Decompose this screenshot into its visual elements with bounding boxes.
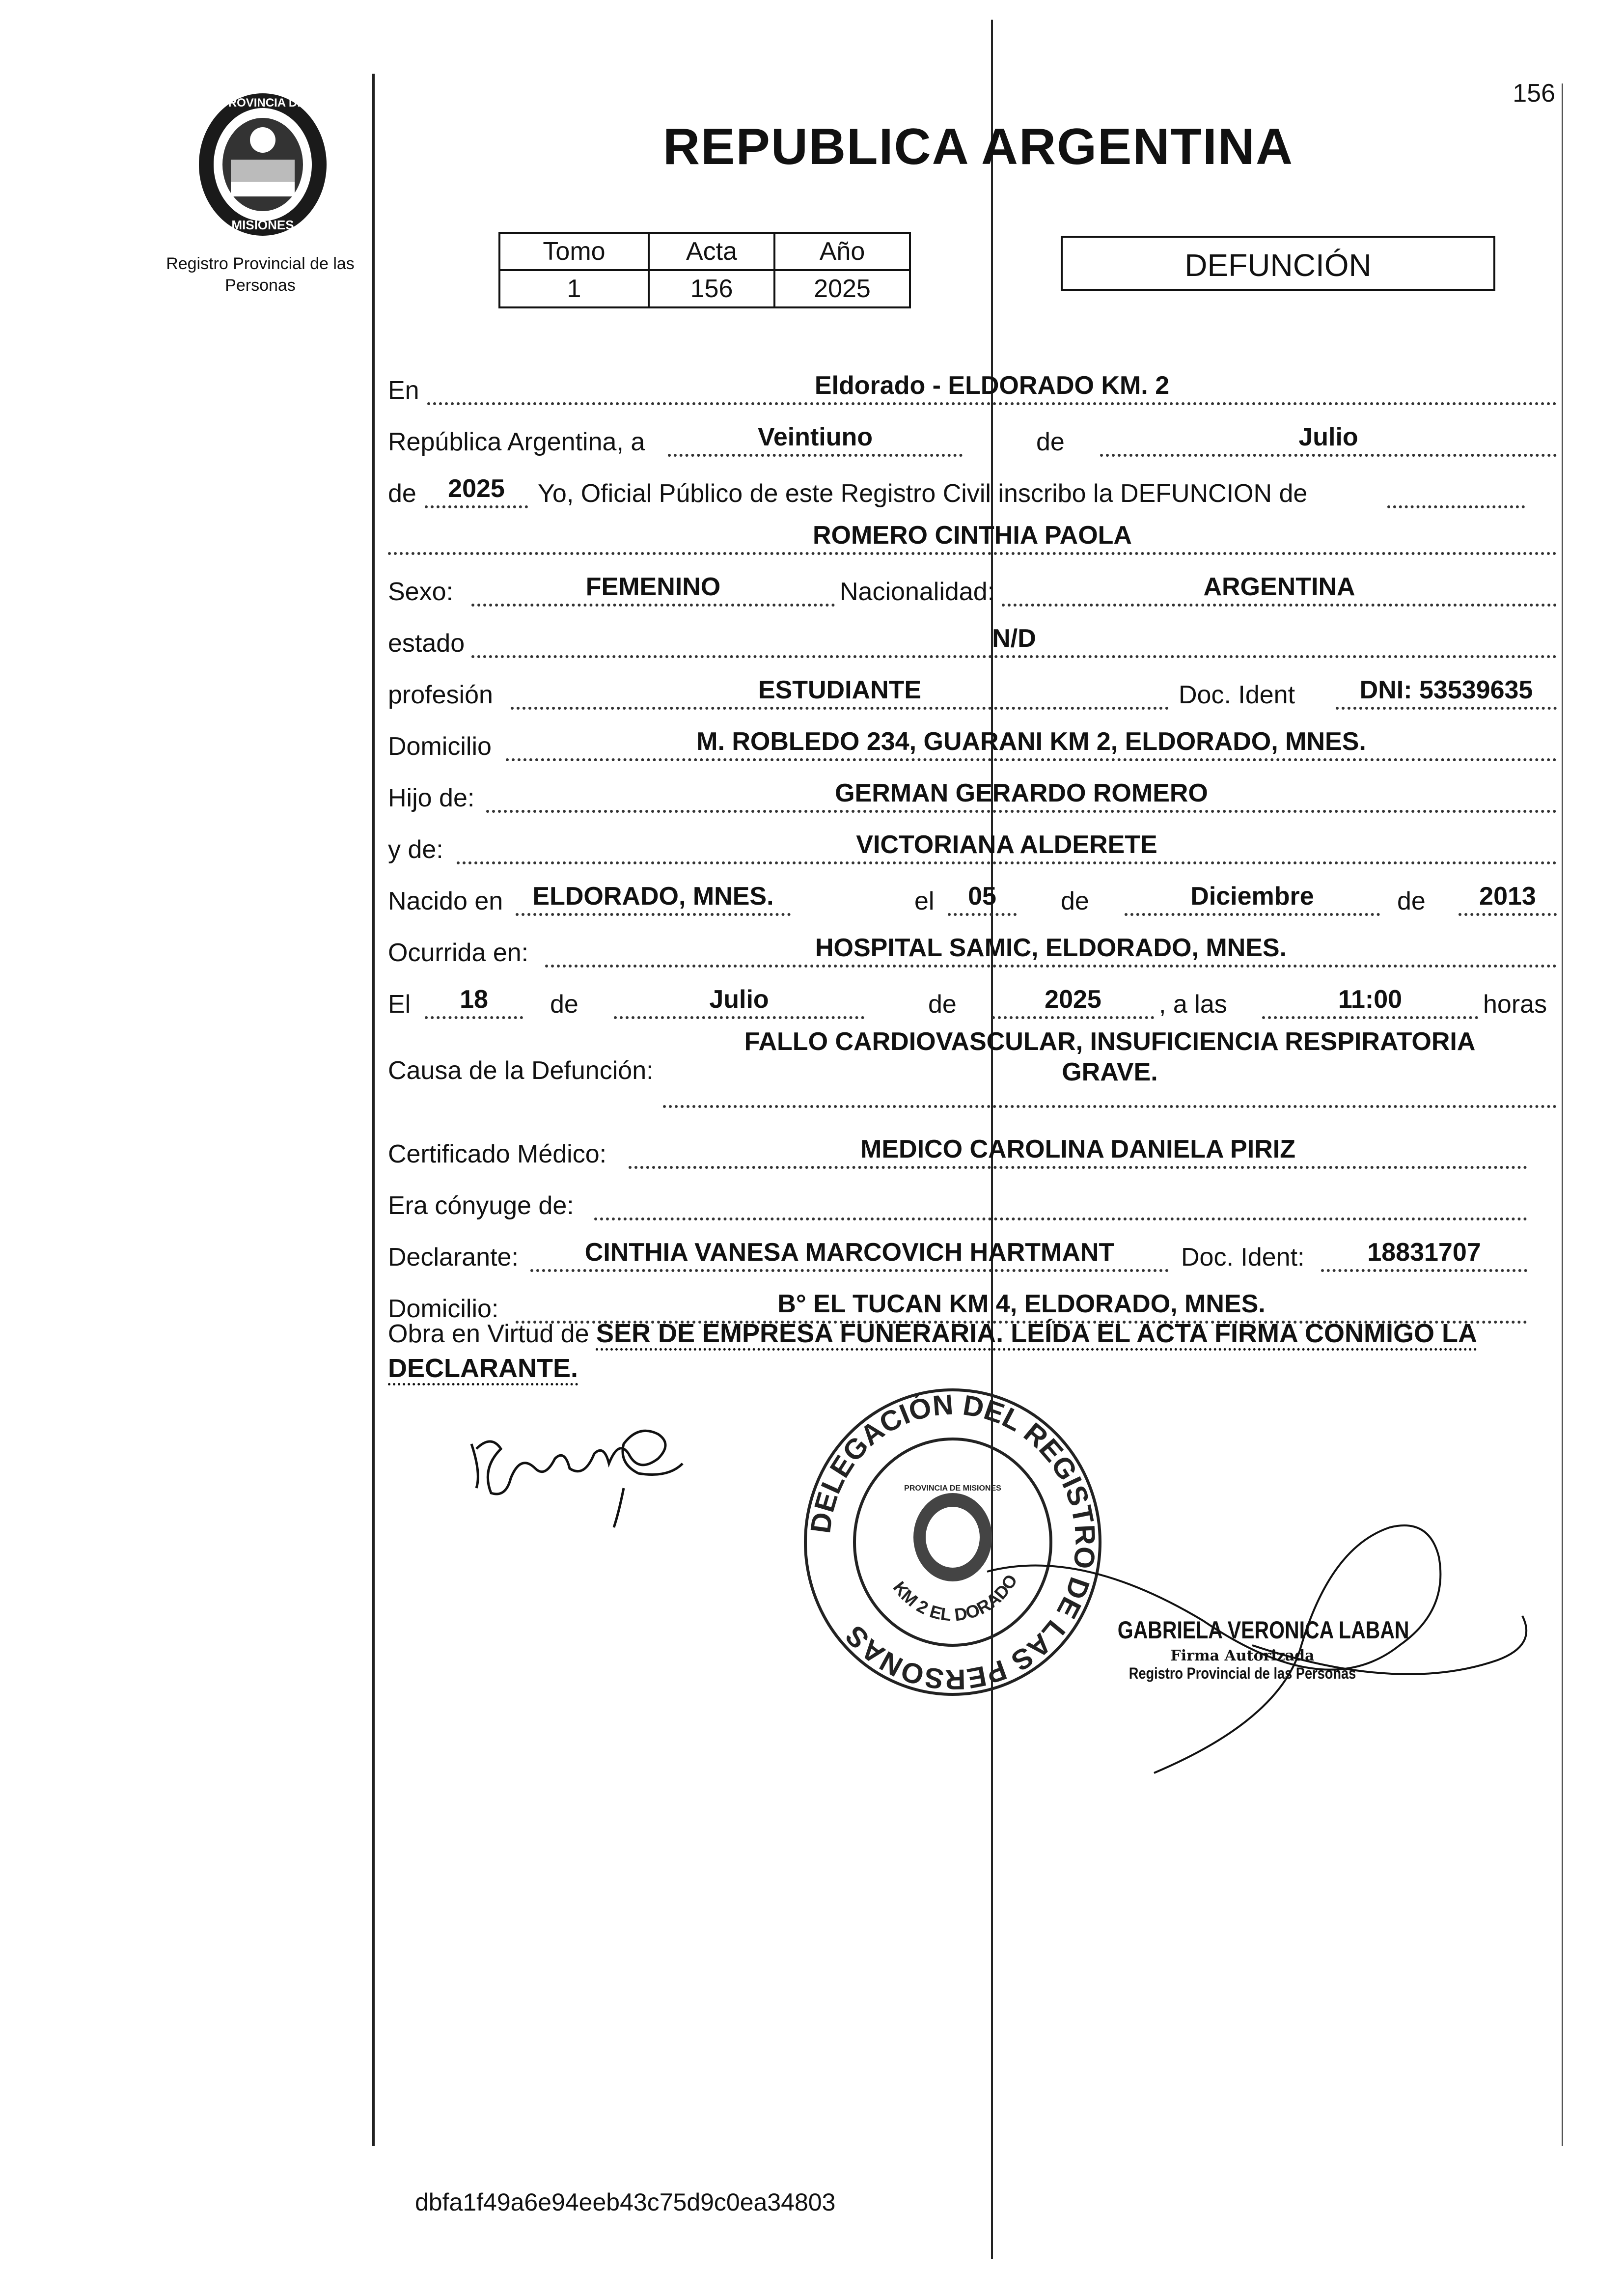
right-margin-rule [1562, 83, 1563, 2146]
label-born-de1: de [1061, 887, 1089, 915]
field-born-month: Diciembre [1125, 886, 1380, 916]
field-father: GERMAN GERARDO ROMERO [486, 783, 1557, 813]
seal-outer-text: DELEGACIÓN DEL REGISTRO DE LAS PERSONAS [804, 1388, 1101, 1696]
label-at: , a las [1159, 990, 1227, 1019]
registry-name: Registro Provincial de las Personas [166, 254, 355, 295]
signer-office: Registro Provincial de las Personas [1129, 1664, 1356, 1682]
record-value-acta: 156 [649, 270, 774, 307]
label-de: de [1036, 428, 1065, 456]
field-nationality: ARGENTINA [1002, 577, 1557, 607]
row-certificate [388, 1125, 1557, 1169]
field-death-year: 2025 [992, 990, 1154, 1019]
record-type-box: DEFUNCIÓN [1061, 236, 1495, 291]
left-margin-rule [372, 74, 375, 2146]
field-address: M. ROBLEDO 234, GUARANI KM 2, ELDORADO, MNES. [506, 732, 1557, 761]
row-address [388, 717, 1557, 761]
page-number: 156 [1513, 79, 1555, 108]
field-year: 2025 [425, 479, 528, 508]
signature-block [1090, 1616, 1409, 1683]
row-death-date [388, 975, 1557, 1019]
label-virtue: Obra en Virtud de [388, 1320, 589, 1348]
field-deceased-name: ROMERO CINTHIA PAOLA [388, 526, 1557, 555]
field-place: Eldorado - ELDORADO KM. 2 [427, 376, 1557, 405]
emblem-text-top: PROVINCIA DE [220, 96, 305, 110]
row-father [388, 769, 1557, 813]
field-month: Julio [1100, 427, 1557, 457]
field-born-place: ELDORADO, MNES. [516, 886, 791, 916]
record-header-tomo: Tomo [499, 233, 649, 270]
label-profession: profesión [388, 681, 493, 709]
row-deceased-name [388, 511, 1557, 555]
label-death-de2: de [928, 990, 957, 1019]
field-status: N/D [471, 629, 1557, 658]
field-born-year: 2013 [1459, 886, 1557, 916]
label-born-de2: de [1397, 887, 1426, 915]
row-official [388, 464, 1557, 508]
field-day-words: Veintiuno [668, 427, 963, 457]
field-cause [663, 1026, 1557, 1108]
virtue-line-1: SER DE EMPRESA FUNERARIA. LEÍDA EL ACTA FIRMA CONMIGO LA [596, 1319, 1478, 1348]
field-certificate: MEDICO CAROLINA DANIELA PIRIZ [629, 1139, 1527, 1169]
field-death-day: 18 [425, 990, 523, 1019]
cause-line-1: FALLO CARDIOVASCULAR, INSUFICIENCIA RESPIRATORIA [744, 1027, 1476, 1056]
label-en: En [388, 376, 419, 405]
label-year-prefix: de [388, 479, 416, 508]
page-title: REPUBLICA ARGENTINA [663, 118, 1294, 175]
label-declarant: Declarante: [388, 1243, 519, 1272]
row-birth [388, 872, 1557, 916]
record-value-tomo: 1 [499, 270, 649, 307]
field-occurred-place: HOSPITAL SAMIC, ELDORADO, MNES. [545, 938, 1557, 968]
field-death-time: 11:00 [1262, 990, 1478, 1019]
field-declarant-doc: 18831707 [1321, 1243, 1527, 1272]
label-mother: y de: [388, 835, 443, 864]
field-mother: VICTORIANA ALDERETE [457, 835, 1557, 864]
field-declarant-address: B° EL TUCAN KM 4, ELDORADO, MNES. [516, 1294, 1527, 1324]
label-doc: Doc. Ident [1179, 681, 1295, 709]
row-virtue [388, 1316, 1557, 1386]
field-death-month: Julio [614, 990, 864, 1019]
label-born: Nacido en [388, 887, 503, 915]
label-certificate: Certificado Médico: [388, 1140, 607, 1168]
province-emblem [189, 86, 336, 243]
row-declarant [388, 1228, 1557, 1272]
field-spouse [594, 1191, 1527, 1220]
label-declarant-doc: Doc. Ident: [1181, 1243, 1305, 1272]
field-official-blank [1387, 479, 1525, 508]
label-occurred: Ocurrida en: [388, 939, 529, 967]
label-address: Domicilio [388, 732, 492, 761]
record-table [498, 232, 911, 308]
label-declarant-address: Domicilio: [388, 1295, 499, 1323]
virtue-line-2: DECLARANTE. [388, 1354, 578, 1383]
label-nationality: Nacionalidad: [840, 578, 995, 606]
field-born-day: 05 [948, 886, 1017, 916]
emblem-text-bottom: MISIONES [231, 218, 294, 232]
document-hash: dbfa1f49a6e94eeb43c75d9c0ea34803 [415, 2188, 836, 2216]
row-place [388, 361, 1557, 405]
label-cause: Causa de la Defunción: [388, 1056, 654, 1085]
field-sex: FEMENINO [471, 577, 835, 607]
seal-inner-text: KM 2 EL DORADO [889, 1571, 1021, 1625]
row-status [388, 614, 1557, 658]
record-header-ano: Año [774, 233, 910, 270]
declarant-signature [462, 1414, 697, 1542]
record-value-ano: 2025 [774, 270, 910, 307]
field-profession: ESTUDIANTE [511, 680, 1169, 710]
cause-line-2: GRAVE. [1062, 1058, 1158, 1086]
label-death-de1: de [550, 990, 578, 1019]
label-sex: Sexo: [388, 578, 453, 606]
label-status: estado [388, 629, 465, 658]
seal-emblem-text: PROVINCIA DE MISIONES [904, 1484, 1001, 1493]
row-date [388, 413, 1557, 457]
label-hours: horas [1483, 990, 1547, 1019]
field-declarant: CINTHIA VANESA MARCOVICH HARTMANT [530, 1243, 1169, 1272]
label-death-el: El [388, 990, 411, 1019]
record-header-acta: Acta [649, 233, 774, 270]
row-occurred [388, 923, 1557, 968]
signer-role: Firma Autorizada [1170, 1647, 1315, 1664]
signer-name: GABRIELA VERONICA LABAN [1117, 1616, 1409, 1644]
label-born-el: el [914, 887, 935, 915]
row-spouse [388, 1176, 1557, 1220]
row-sex [388, 562, 1557, 607]
field-doc: DNI: 53539635 [1336, 680, 1557, 710]
row-profession [388, 665, 1557, 710]
official-text: Yo, Oficial Público de este Registro Civil inscribo la DEFUNCION de [538, 479, 1308, 508]
label-father: Hijo de: [388, 784, 475, 812]
row-mother [388, 820, 1557, 864]
label-spouse: Era cónyuge de: [388, 1191, 574, 1220]
label-republic: República Argentina, a [388, 428, 645, 456]
